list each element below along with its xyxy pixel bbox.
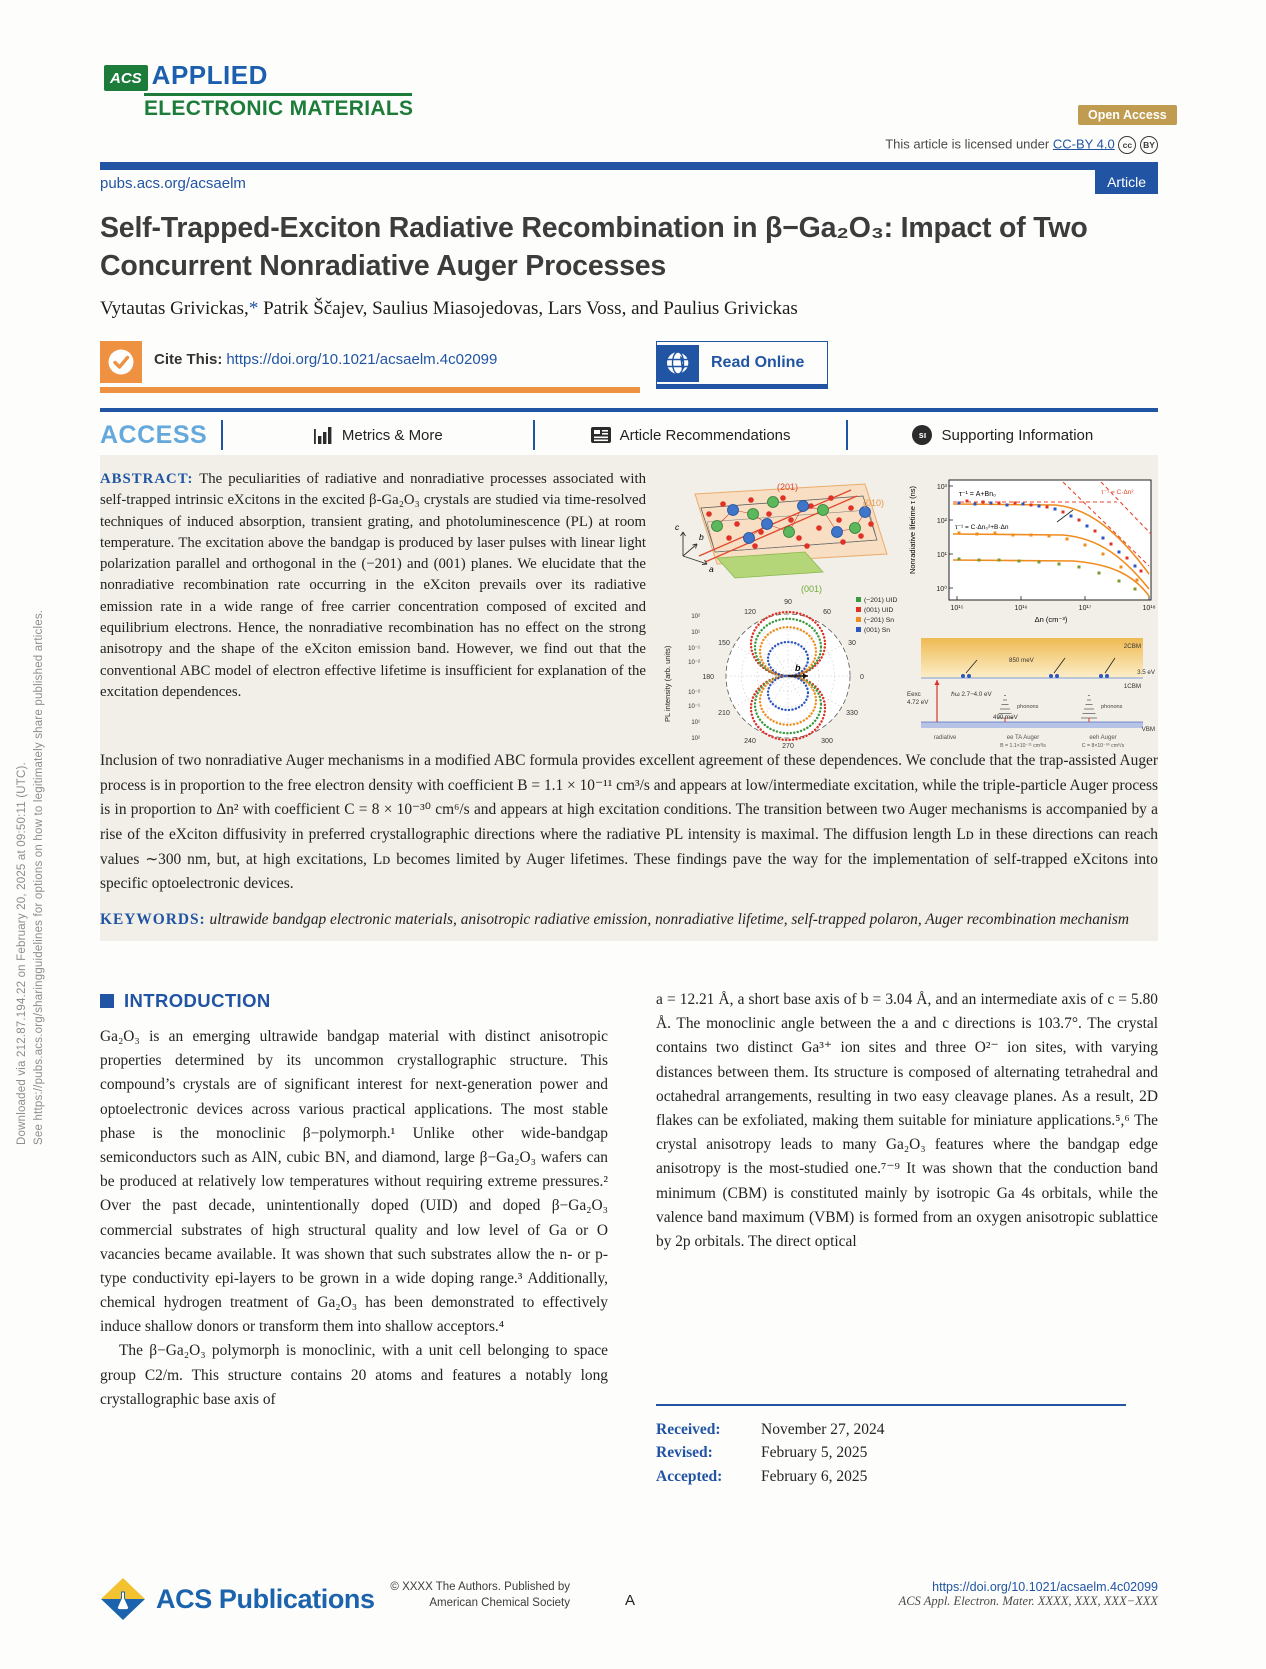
journal-logo (104, 60, 413, 121)
svg-text:60: 60 (823, 609, 831, 616)
revised-row (656, 1441, 1126, 1464)
mev490-label: 490 meV (993, 714, 1018, 721)
svg-text:10⁻²: 10⁻² (688, 660, 700, 666)
ta-auger-caption: ee TA Auger (1006, 735, 1040, 741)
header-rule (100, 162, 1158, 170)
svg-text:10¹: 10¹ (936, 552, 947, 559)
crystal-structure-panel (665, 480, 900, 602)
keywords-line (100, 911, 1158, 929)
download-note-line1: Downloaded via 212.87.194.22 on February 20, 2025 at 09:50:11 (UTC). (16, 762, 28, 1145)
keywords-label: KEYWORDS: (100, 910, 206, 928)
cite-check-icon (100, 341, 142, 383)
intro-paragraph-2: The β−Ga₂O₃ polymorph is monoclinic, with a unit cell belonging to space group C2/m. This structure contains 20 atoms and features a notably long crystallographic base axis of (100, 1342, 608, 1408)
axis-c-label: c (675, 522, 680, 532)
section-square-icon (100, 994, 114, 1008)
radiative-caption: radiative (933, 735, 957, 741)
read-online-label: Read Online (711, 354, 805, 371)
svg-text:330: 330 (846, 710, 858, 717)
check-icon (107, 348, 135, 376)
acs-publications-label[interactable]: ACS Publications (156, 1583, 375, 1614)
svg-text:4.72 eV: 4.72 eV (907, 699, 929, 706)
svg-text:10¹⁸: 10¹⁸ (1142, 605, 1156, 612)
svg-text:(−201) UID: (−201) UID (864, 597, 898, 604)
svg-text:10⁻¹: 10⁻¹ (688, 646, 700, 652)
author-first: Vytautas Grivickas, (100, 298, 249, 319)
coef-b-label: B = 1.1×10⁻¹¹ cm³/s (1000, 743, 1046, 749)
svg-text:30: 30 (848, 640, 856, 647)
svg-text:10³: 10³ (936, 484, 947, 491)
acs-publications-icon (100, 1577, 146, 1621)
cite-bar (100, 341, 497, 383)
mev850-label: 850 meV (1009, 657, 1034, 664)
lifetime-eq2: τ⁻¹ = C·Δn₀²+B·Δn (955, 524, 1009, 531)
svg-text:10¹: 10¹ (691, 720, 700, 726)
paper-title: Self-Trapped-Exciton Radiative Recombination in β−Ga₂O₃: Impact of Two Concurrent Nonradiative Auger Processes (100, 212, 1088, 282)
polar-ylabel: PL intensity (arb. units) (663, 645, 672, 722)
intro-column-left (100, 986, 608, 1412)
lifetime-ylabel: Nonradiative lifetime τ (ns) (908, 486, 917, 574)
supporting-info-link[interactable]: sı Supporting Information (848, 425, 1158, 445)
svg-text:10¹⁵: 10¹⁵ (950, 605, 964, 612)
phonons-label-1: phonons (1017, 704, 1039, 710)
footer-doi-link[interactable]: https://doi.org/10.1021/acsaelm.4c02099 (932, 1580, 1158, 1594)
accepted-label: Accepted: (656, 1467, 723, 1485)
footer-citation (899, 1580, 1158, 1609)
accepted-value: February 6, 2025 (761, 1467, 868, 1485)
svg-text:10¹⁶: 10¹⁶ (1014, 605, 1028, 612)
graphical-abstract (660, 474, 1158, 749)
abstract-text-left: ABSTRACT: The peculiarities of radiative and nonradiative processes associated with self-trapped intrinsic eXcitons in the excited β-Ga₂O₃ crystals are studied via time-resolved techniques of induced absorption, transient grating, and photoluminescence (PL) at room temperature. The excitation above the bandgap is produced by laser pulses with linear light polarization parallel and orthogonal in the (−201) and (001) planes. We elucidate that the nonradiative recombination rate occurring in the eXciton prevails over its radiative emission rate in a wide range of free carrier concentration composed of excited and equilibrium electrons. Hence, the nonradiative recombination has no effect on the strong anisotropy and the shape of the eXciton emission band. However, we find out that the conventional ABC model of electron effective lifetime is insufficient for explanation of the excitation dependences. (100, 471, 646, 700)
article-type-badge: Article (1095, 170, 1158, 194)
svg-text:210: 210 (718, 710, 730, 717)
keywords-text: ultrawide bandgap electronic materials, anisotropic radiative emission, nonradiative lifetime, self-trapped polaron, Auger recombination mechanism (209, 910, 1129, 928)
plane-010-label: (010) (863, 498, 885, 508)
cbm1-label: 1CBM (1123, 683, 1141, 690)
abstract-text-full: Inclusion of two nonradiative Auger mechanisms in a modified ABC formula provides excellent agreement of these dependences. We conclude that the trap-assisted Auger process is in proportion to the free electron density with coefficient B = 1.1 × 10⁻¹¹ cm³/s and appears at low/intermediate excitation, while the triple-particle Auger process is in proportion to Δn² with coefficient C = 8 × 10⁻³⁰ cm⁶/s and appears at high excitation conditions. The transition between two Auger mechanisms is accompanied by a rise of the eXciton diffusivity in preferred crystallographic directions where the radiative PL intensity is maximal. The diffusion length Lᴅ in these directions can reach values ∼300 nm, but, at high excitations, Lᴅ becomes limited by Auger lifetimes. These findings pave the way for the implementation of self-trapped eXcitons into specific optoelectronic devices. (100, 752, 1158, 893)
intro-paragraph-3: a = 12.21 Å, a short base axis of b = 3.04 Å, and an intermediate axis of c = 5.80 Å. The monoclinic angle between the a and c directions is 103.7°. The crystal contains two distinct Ga³⁺ ion sites and three O²⁻ ion sites, with varying distances between them. Its structure is composed of alternating tetrahedral and octahedral arrangements, resulting in two easy cleavage planes. As a result, 2D flakes can be exfoliated, making them suitable for miniature applications.⁵,⁶ The crystal anisotropy leads to many Ga₂O₃ features where the bandgap edge anisotropy is the most-studied one.⁷⁻⁹ It was shown that the conduction band minimum (CBM) is constituted mainly by isotropic Ga 4s orbitals, while the valence band maximum (VBM) is formed from an oxygen anisotropic sublattice by 2p orbitals. The direct optical (656, 991, 1158, 1250)
received-value: November 27, 2024 (761, 1421, 885, 1438)
svg-text:(001) UID: (001) UID (864, 607, 894, 614)
vbm-label: VBM (1141, 726, 1155, 733)
plane-201-label: (201) (777, 482, 799, 492)
polar-b-axis-label: b (795, 663, 801, 673)
svg-text:(001) Sn: (001) Sn (864, 627, 891, 634)
svg-text:120: 120 (744, 609, 756, 616)
intro-heading (100, 986, 608, 1015)
svg-text:(−201) Sn: (−201) Sn (864, 617, 895, 624)
cc-icon[interactable]: cc (1118, 136, 1136, 154)
license-text: This article is licensed under (885, 136, 1050, 152)
ev35-label: 3.5 eV (1137, 669, 1155, 676)
download-note-line2: See https://pubs.acs.org/sharingguidelines for options on how to legitimately share published articles. (33, 609, 45, 1145)
bar-chart-icon (314, 427, 333, 444)
corresponding-author-star[interactable]: * (248, 298, 259, 319)
svg-text:10²: 10² (691, 614, 700, 620)
footer-journal-ref: ACS Appl. Electron. Mater. XXXX, XXX, XXX−XXX (898, 1594, 1158, 1608)
acs-publications-logo (100, 1577, 375, 1621)
download-note (16, 420, 45, 1145)
lifetime-plot-panel (905, 474, 1158, 629)
svg-text:10¹⁷: 10¹⁷ (1078, 605, 1092, 612)
lifetime-eq1: τ⁻¹ = A+Bn₀ (959, 491, 996, 498)
intro-heading-label: INTRODUCTION (124, 990, 271, 1011)
intro-paragraph-1: Ga₂O₃ is an emerging ultrawide bandgap material with distinct anisotropic properties determined by its uncommon crystallographic structure. This compound’s crystals are of significant interest for next-generation power and optoelectronic devices across various practical applications. The most stable phase is the monoclinic β−polymorph.¹ Unlike other wide-bandgap semiconductors such as AlN, cubic BN, and diamond, large β−Ga₂O₃ wafers can be produced at relatively low temperatures without requiring extreme pressures.² Over the past decade, unintentionally doped (UID) and doped β−Ga₂O₃ commercial substrates of high structural quality and low level of Ga or O vacancies became available. It was shown that such substrates allow the n- or p-type conductivity epi-layers to be grown in a wide doping range.³ Additionally, chemical hydrogen treatment of Ga₂O₃ has been demonstrated to effectively induce shallow donors or transform them into shallow acceptors.⁴ (100, 1028, 608, 1336)
phonons-label-2: phonons (1101, 704, 1123, 710)
cbm2-label: 2CBM (1123, 643, 1141, 650)
svg-text:180: 180 (702, 674, 714, 681)
revised-value: February 5, 2025 (761, 1444, 868, 1462)
metrics-link[interactable]: Metrics & More (223, 427, 533, 444)
license-line (885, 136, 1158, 154)
svg-text:300: 300 (821, 738, 833, 745)
plane-001-label: (001) (801, 584, 823, 594)
lifetime-xlabel: Δn (cm⁻³) (1034, 615, 1068, 624)
license-link[interactable]: CC-BY 4.0 (1052, 136, 1115, 152)
revised-label: Revised: (656, 1444, 713, 1462)
svg-text:270: 270 (782, 743, 794, 749)
recommendations-link[interactable]: Article Recommendations (535, 427, 845, 444)
open-access-badge: Open Access (1078, 106, 1177, 124)
axis-b-label: b (699, 532, 704, 542)
si-icon: sı (912, 425, 932, 445)
svg-text:10⁻²: 10⁻² (688, 690, 700, 696)
access-link[interactable]: ACCESS (100, 420, 208, 449)
authors-rest: Patrik Ščajev, Saulius Miasojedovas, Lars Voss, and Paulius Grivickas (258, 298, 798, 319)
access-bar (100, 414, 1158, 456)
cc-by-icon[interactable]: BY (1140, 136, 1158, 154)
page-letter: A (625, 1592, 636, 1609)
received-row (656, 1418, 1126, 1441)
svg-text:150: 150 (718, 640, 730, 647)
journal-url[interactable]: pubs.acs.org/acsaelm (100, 175, 246, 192)
coef-c-label: C = 8×10⁻³⁰ cm⁶/s (1081, 743, 1125, 749)
svg-text:10²: 10² (691, 736, 700, 742)
cite-underline (100, 387, 640, 393)
svg-text:10²: 10² (936, 518, 947, 525)
eeh-auger-caption: eeh Auger (1089, 735, 1117, 741)
lifetime-eq3: τ⁻¹ = C·Δn² (1101, 489, 1134, 496)
axis-a-label: a (709, 564, 714, 574)
cite-doi-link[interactable]: https://doi.org/10.1021/acsaelm.4c02099 (226, 351, 498, 368)
band-diagram-panel (905, 632, 1158, 749)
hw-label: ℏω 2.7−4.0 eV (951, 691, 992, 698)
accepted-row (656, 1465, 1126, 1488)
access-top-rule (100, 408, 1158, 412)
globe-icon (657, 345, 699, 382)
acs-logo-icon: ACS (104, 65, 148, 91)
read-online-button[interactable] (656, 341, 828, 389)
svg-text:240: 240 (744, 738, 756, 745)
abstract-label: ABSTRACT: (100, 471, 194, 487)
intro-column-right (656, 988, 1158, 1254)
received-label: Received: (656, 1421, 721, 1438)
copyright-note: © XXXX The Authors. Published by American Chemical Society (390, 1581, 570, 1609)
svg-text:10⁻¹: 10⁻¹ (688, 704, 700, 710)
cite-this-label: Cite This: (154, 351, 223, 368)
svg-text:0: 0 (860, 674, 864, 681)
polar-plot-panel (660, 592, 910, 749)
journal-name-line2: ELECTRONIC MATERIALS (144, 97, 414, 120)
eexc-label: Eexc (907, 691, 921, 698)
history-dates (656, 1404, 1126, 1488)
svg-text:10⁰: 10⁰ (936, 586, 947, 593)
svg-text:10¹: 10¹ (691, 630, 700, 636)
journal-name-line1: APPLIED (151, 60, 268, 90)
svg-text:90: 90 (784, 599, 792, 606)
authors-line (100, 298, 1080, 320)
abstract-section (100, 455, 1158, 941)
article-recommendations-icon (591, 427, 611, 443)
polar-legend (856, 597, 898, 634)
logo-underline (144, 93, 412, 96)
